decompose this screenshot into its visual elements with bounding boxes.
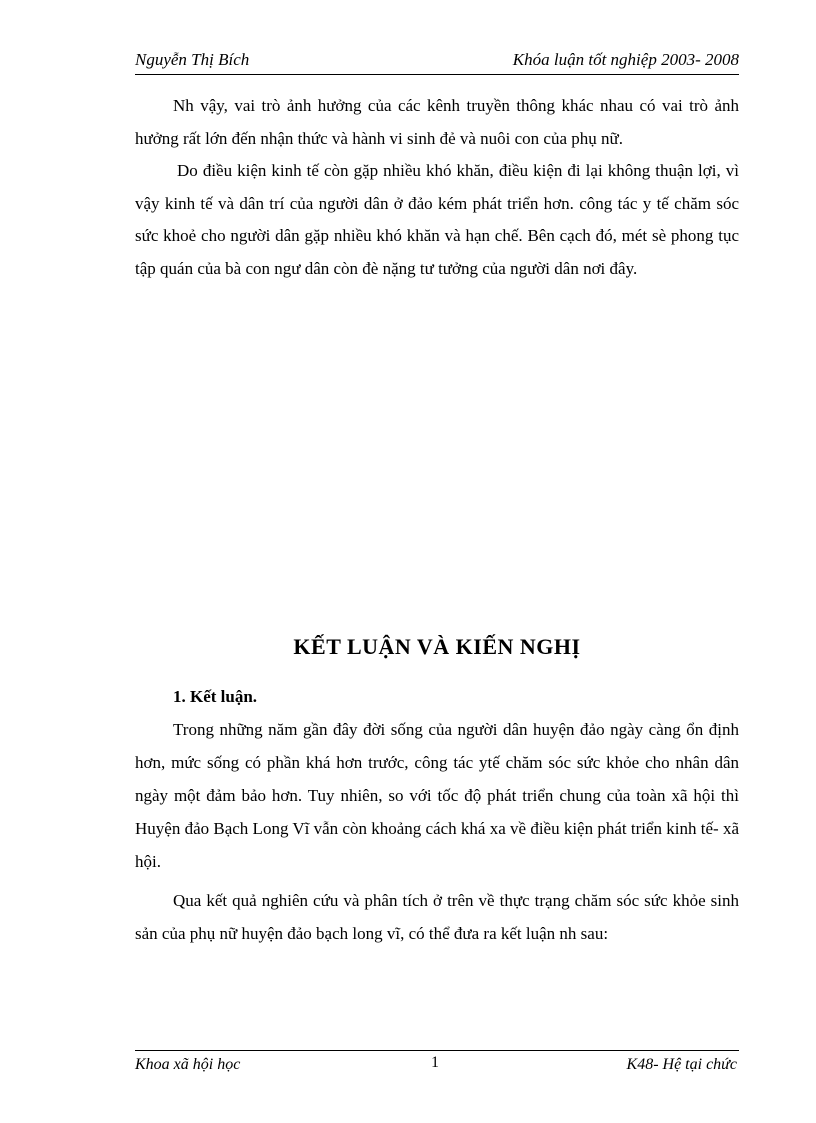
paragraph: Qua kết quả nghiên cứu và phân tích ở trên về thực trạng chăm sóc sức khỏe sinh sản của phụ nữ huyện đảo bạch long vĩ, có thể đưa ra kết luận nh sau: <box>135 891 739 943</box>
paragraph: Trong những năm gần đây đời sống của người dân huyện đảo ngày càng ổn định hơn, mức sống có phần khá hơn trước, công tác ytế chăm sóc sức khỏe cho nhân dân ngày một đảm bảo hơn. Tuy nhiên, so với tốc độ phát triển chung của toàn xã hội thì Huyện đảo Bạch Long Vĩ vẫn còn khoảng cách khá xa về điều kiện phát triển kinh tế- xã hội. <box>135 720 739 871</box>
footer-faculty: Khoa xã hội học <box>135 1056 241 1073</box>
paragraph: Do điều kiện kinh tế còn gặp nhiều khó khăn, điều kiện đi lại không thuận lợi, vì vậy kinh tế và dân trí của người dân ở đảo kém phát triển hơn. công tác y tế chăm sóc sức khoẻ cho người dân gặp nhiều khó khăn và hạn chế. Bên cạch đó, mét sè phong tục tập quán của bà con ngư dân còn đè nặng tư tưởng của người dân nơi đây. <box>135 161 739 278</box>
page-header <box>135 48 739 75</box>
page-number: 1 <box>431 1054 439 1071</box>
body-text <box>135 90 739 285</box>
section-heading: 1. Kết luận. <box>173 687 258 706</box>
chapter-body <box>135 680 739 950</box>
footer-class: K48- Hệ tại chức <box>626 1056 737 1073</box>
header-author: Nguyễn Thị Bích <box>135 50 250 69</box>
paragraph: Nh vậy, vai trò ảnh hưởng của các kênh truyền thông khác nhau có vai trò ảnh hưởng rất lớn đến nhận thức và hành vi sinh đẻ và nuôi con của phụ nữ. <box>135 96 739 148</box>
page-footer <box>135 1050 739 1077</box>
chapter-title: KẾT LUẬN VÀ KIẾN NGHỊ <box>293 634 581 659</box>
header-thesis-title: Khóa luận tốt nghiệp 2003- 2008 <box>512 50 739 69</box>
